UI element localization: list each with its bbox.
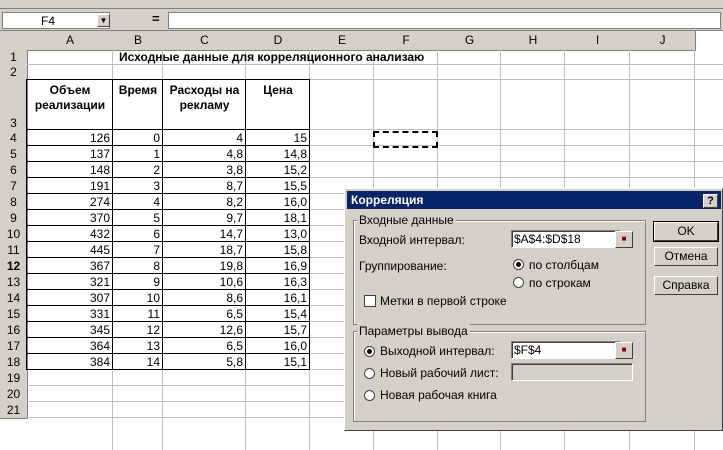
data-cell[interactable]: 4 — [153, 195, 160, 209]
dialog-title: Корреляция — [351, 193, 424, 207]
data-cell[interactable]: 432 — [89, 227, 110, 241]
data-cell[interactable]: 12 — [146, 323, 160, 337]
correlation-dialog — [344, 188, 723, 431]
row-header-7[interactable]: 7 — [0, 178, 28, 195]
column-header-i[interactable]: I — [565, 31, 631, 51]
row-header-5[interactable]: 5 — [0, 146, 28, 163]
data-cell[interactable]: 13 — [146, 339, 160, 353]
row-header-21[interactable]: 21 — [0, 402, 28, 419]
help-icon[interactable]: ? — [703, 194, 718, 208]
table-border — [26, 241, 310, 242]
row-header-15[interactable]: 15 — [0, 306, 28, 323]
select-all-corner[interactable] — [0, 31, 28, 51]
row-header-4[interactable]: 4 — [0, 130, 28, 147]
labels-first-row-label[interactable]: Метки в первой строке — [380, 294, 507, 308]
table-border — [26, 79, 310, 80]
data-cell[interactable]: 10,6 — [219, 275, 243, 289]
data-cell[interactable]: 9 — [153, 275, 160, 289]
data-cell[interactable]: 191 — [89, 179, 110, 193]
table-border — [26, 369, 310, 370]
data-cell[interactable]: 13,0 — [283, 227, 307, 241]
table-border — [26, 289, 310, 290]
row-header-2[interactable]: 2 — [0, 65, 28, 81]
data-cell[interactable]: 15,1 — [283, 355, 307, 369]
radio-output-range[interactable] — [364, 346, 375, 357]
data-cell[interactable]: 321 — [89, 275, 110, 289]
data-cell[interactable]: 15,4 — [283, 307, 307, 321]
table-border — [26, 209, 310, 210]
data-cell[interactable]: 8 — [153, 259, 160, 273]
new-sheet-name-field[interactable] — [511, 363, 633, 381]
data-cell[interactable]: 384 — [89, 355, 110, 369]
table-border — [26, 193, 310, 194]
data-cell[interactable]: 5 — [153, 211, 160, 225]
data-cell[interactable]: 10 — [146, 291, 160, 305]
column-header-e[interactable]: E — [310, 31, 375, 51]
output-range-label[interactable]: Выходной интервал: — [380, 344, 495, 358]
row-header-20[interactable]: 20 — [0, 386, 28, 403]
collapse-dialog-icon[interactable]: ■ — [615, 231, 633, 248]
table-border — [26, 305, 310, 306]
help-button[interactable]: Справка — [654, 276, 718, 295]
radio-by-rows[interactable] — [513, 277, 524, 288]
by-columns-label[interactable]: по столбцам — [529, 258, 599, 272]
data-cell[interactable]: 8,2 — [226, 195, 243, 209]
row-header-18[interactable]: 18 — [0, 354, 28, 371]
output-group-label: Параметры вывода — [359, 324, 468, 338]
data-cell[interactable]: 16,9 — [283, 259, 307, 273]
ok-button[interactable]: OK — [654, 222, 718, 241]
data-cell[interactable]: 6,5 — [226, 339, 243, 353]
data-cell[interactable]: 367 — [89, 259, 110, 273]
cancel-button[interactable]: Отмена — [654, 247, 718, 266]
data-cell[interactable]: 9,7 — [226, 211, 243, 225]
column-header-a[interactable]: A — [27, 31, 114, 51]
input-range-label: Входной интервал: — [359, 233, 465, 247]
grouping-label: Группирование: — [359, 259, 447, 273]
row-header-14[interactable]: 14 — [0, 290, 28, 307]
radio-new-workbook[interactable] — [364, 390, 375, 401]
column-header-b[interactable]: B — [113, 31, 164, 51]
header-cell[interactable]: Расходы на рекламу — [169, 83, 240, 112]
data-cell[interactable]: 3,8 — [226, 163, 243, 177]
data-cell[interactable]: 7 — [153, 243, 160, 257]
data-cell[interactable]: 345 — [89, 323, 110, 337]
data-cell[interactable]: 19,8 — [219, 259, 243, 273]
data-cell[interactable]: 4,8 — [226, 147, 243, 161]
new-sheet-label[interactable]: Новый рабочий лист: — [380, 366, 499, 380]
row-header-13[interactable]: 13 — [0, 274, 28, 291]
input-range-field[interactable]: $A$4:$D$18 — [511, 230, 621, 248]
column-header-d[interactable]: D — [246, 31, 311, 51]
labels-first-row-checkbox[interactable] — [364, 295, 376, 307]
table-border — [26, 273, 310, 274]
row-header-3[interactable]: 3 — [0, 80, 28, 131]
row-header-16[interactable]: 16 — [0, 322, 28, 339]
data-cell[interactable]: 3 — [153, 179, 160, 193]
formula-input[interactable] — [168, 12, 721, 29]
row-header-9[interactable]: 9 — [0, 210, 28, 227]
data-cell[interactable]: 18,1 — [283, 211, 307, 225]
row-header-19[interactable]: 19 — [0, 370, 28, 387]
copy-selection-marquee — [373, 131, 438, 148]
data-cell[interactable]: 15,8 — [283, 243, 307, 257]
data-cell[interactable]: 18,7 — [219, 243, 243, 257]
data-cell[interactable]: 14,7 — [219, 227, 243, 241]
data-cell[interactable]: 8,7 — [226, 179, 243, 193]
data-cell[interactable]: 331 — [89, 307, 110, 321]
data-cell[interactable]: 6 — [153, 227, 160, 241]
data-cell[interactable]: 445 — [89, 243, 110, 257]
dialog-title-bar — [347, 191, 721, 209]
data-cell[interactable]: 364 — [89, 339, 110, 353]
data-cell[interactable]: 6,5 — [226, 307, 243, 321]
row-header-6[interactable]: 6 — [0, 162, 28, 179]
data-cell[interactable]: 370 — [89, 211, 110, 225]
data-cell[interactable]: 15,2 — [283, 163, 307, 177]
header-cell[interactable]: Объем реализации — [34, 83, 106, 112]
row-header-1[interactable]: 1 — [0, 50, 28, 66]
table-border — [26, 321, 310, 322]
table-border — [26, 257, 310, 258]
data-cell[interactable]: 126 — [89, 131, 110, 145]
data-cell[interactable]: 14,8 — [283, 147, 307, 161]
data-cell[interactable]: 274 — [89, 195, 110, 209]
column-header-f[interactable]: F — [374, 31, 439, 51]
row-header-8[interactable]: 8 — [0, 194, 28, 211]
data-cell[interactable]: 16,1 — [283, 291, 307, 305]
data-cell[interactable]: 12,6 — [219, 323, 243, 337]
row-header-11[interactable]: 11 — [0, 242, 28, 259]
name-box[interactable] — [2, 12, 110, 29]
row-header-17[interactable]: 17 — [0, 338, 28, 355]
data-cell[interactable]: 15,5 — [283, 179, 307, 193]
data-cell[interactable]: 16,0 — [283, 195, 307, 209]
row-header-10[interactable]: 10 — [0, 226, 28, 243]
table-border — [26, 129, 310, 130]
data-cell[interactable]: 307 — [89, 291, 110, 305]
table-border — [26, 337, 310, 338]
table-border — [26, 177, 310, 178]
row-header-12[interactable]: 12 — [0, 258, 28, 275]
data-cell[interactable]: 137 — [89, 147, 110, 161]
data-cell[interactable]: 5,8 — [226, 355, 243, 369]
chevron-down-icon[interactable]: ▼ — [97, 14, 110, 27]
header-cell[interactable]: Цена — [263, 83, 293, 97]
radio-by-columns[interactable] — [513, 259, 524, 270]
new-workbook-label[interactable]: Новая рабочая книга — [380, 388, 497, 402]
data-cell[interactable]: 16,3 — [283, 275, 307, 289]
collapse-dialog-icon[interactable]: ■ — [615, 342, 633, 359]
data-cell[interactable]: 15 — [293, 131, 307, 145]
output-range-field[interactable]: $F$4 — [511, 341, 621, 359]
formula-bar — [0, 9, 723, 31]
name-box-value: F4 — [41, 14, 56, 28]
data-cell[interactable]: 2 — [153, 163, 160, 177]
table-border — [26, 225, 310, 226]
data-cell[interactable]: 8,6 — [226, 291, 243, 305]
by-rows-label[interactable]: по строкам — [529, 276, 591, 290]
data-cell[interactable]: 0 — [153, 131, 160, 145]
title-cell[interactable]: Исходные данные для корреляционного анализаю — [119, 50, 425, 64]
column-header-g[interactable]: G — [438, 31, 502, 51]
formula-equals-sign[interactable]: = — [152, 11, 160, 26]
table-border — [26, 161, 310, 162]
column-header-j[interactable]: J — [630, 31, 696, 51]
data-cell[interactable]: 1 — [153, 147, 160, 161]
input-group-label: Входные данные — [359, 213, 454, 227]
table-border — [26, 145, 310, 146]
data-cell[interactable]: 14 — [146, 355, 160, 369]
header-cell[interactable]: Время — [118, 83, 158, 97]
data-cell[interactable]: 4 — [236, 131, 243, 145]
data-cell[interactable]: 11 — [147, 307, 160, 321]
toolbar-strip — [0, 0, 723, 9]
data-cell[interactable]: 148 — [89, 163, 110, 177]
radio-new-sheet[interactable] — [364, 368, 375, 379]
column-header-c[interactable]: C — [163, 31, 247, 51]
data-cell[interactable]: 15,7 — [283, 323, 307, 337]
table-border — [26, 353, 310, 354]
data-cell[interactable]: 16,0 — [283, 339, 307, 353]
column-header-h[interactable]: H — [501, 31, 566, 51]
